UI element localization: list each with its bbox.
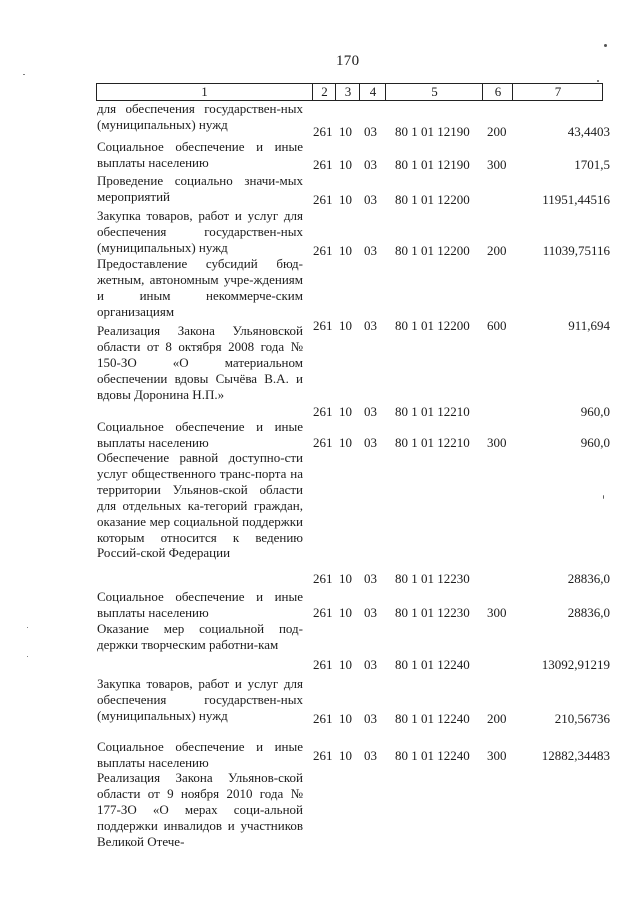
- row-code: 261: [313, 192, 333, 207]
- row-subsection: 03: [364, 124, 377, 139]
- row-code: 261: [313, 435, 333, 450]
- row-section: 10: [339, 605, 352, 620]
- row-subsection: 03: [364, 157, 377, 172]
- row-section: 10: [339, 243, 352, 258]
- header-col-5: 5: [385, 84, 483, 100]
- row-description: Социальное обеспечение и иные выплаты населению: [97, 739, 303, 770]
- row-subsection: 03: [364, 318, 377, 333]
- scan-speck: [27, 627, 28, 628]
- row-section: 10: [339, 711, 352, 726]
- row-section: 10: [339, 318, 352, 333]
- row-subsection: 03: [364, 404, 377, 419]
- row-section: 10: [339, 192, 352, 207]
- row-section: 10: [339, 657, 352, 672]
- row-target: 80 1 01 12200: [395, 243, 470, 258]
- row-description: для обеспечения государствен-ных (муниципальных) нужд: [97, 101, 303, 132]
- row-amount: 960,0: [580, 435, 610, 450]
- scan-speck: [23, 74, 25, 75]
- row-target: 80 1 01 12240: [395, 657, 470, 672]
- row-subsection: 03: [364, 243, 377, 258]
- row-amount: 210,56736: [554, 711, 610, 726]
- row-expense-type: 300: [487, 748, 507, 763]
- row-expense-type: 600: [487, 318, 507, 333]
- row-code: 261: [313, 711, 333, 726]
- page-number: 170: [336, 53, 360, 69]
- row-target: 80 1 01 12210: [395, 435, 470, 450]
- row-section: 10: [339, 124, 352, 139]
- scan-speck: [603, 495, 604, 499]
- row-description: Обеспечение равной доступно-сти услуг общественного транс-порта на территории Ульянов-ской области для отдельных ка-тегорий граждан, оказание мер социальной поддержки которым относится к ведению Россий-ской Федерации: [97, 450, 303, 561]
- row-amount: 11039,75116: [542, 243, 610, 258]
- row-amount: 28836,0: [567, 571, 610, 586]
- row-code: 261: [313, 657, 333, 672]
- row-subsection: 03: [364, 435, 377, 450]
- row-amount: 28836,0: [567, 605, 610, 620]
- row-section: 10: [339, 435, 352, 450]
- row-amount: 1701,5: [574, 157, 610, 172]
- row-description: Социальное обеспечение и иные выплаты населению: [97, 419, 303, 450]
- row-description: Предоставление субсидий бюд-жетным, автономным учре-ждениям и иным некоммерче-ским организациям: [97, 256, 303, 319]
- table-header: [96, 83, 603, 101]
- row-amount: 11951,44516: [542, 192, 610, 207]
- row-description: Проведение социально значи-мых мероприятий: [97, 173, 303, 204]
- row-subsection: 03: [364, 192, 377, 207]
- row-expense-type: 300: [487, 435, 507, 450]
- row-target: 80 1 01 12200: [395, 192, 470, 207]
- row-subsection: 03: [364, 748, 377, 763]
- row-description: Социальное обеспечение и иные выплаты населению: [97, 139, 303, 170]
- row-subsection: 03: [364, 571, 377, 586]
- header-col-2: 2: [312, 84, 336, 100]
- row-subsection: 03: [364, 657, 377, 672]
- row-expense-type: 300: [487, 157, 507, 172]
- row-amount: 12882,34483: [541, 748, 610, 763]
- row-target: 80 1 01 12200: [395, 318, 470, 333]
- row-amount: 911,694: [568, 318, 610, 333]
- row-section: 10: [339, 571, 352, 586]
- row-code: 261: [313, 605, 333, 620]
- row-expense-type: 200: [487, 124, 507, 139]
- row-description: Оказание мер социальной под-держки творческим работни-кам: [97, 621, 303, 652]
- row-section: 10: [339, 748, 352, 763]
- scan-speck: [597, 80, 599, 82]
- row-description: Реализация Закона Ульянов-ской области от 9 ноября 2010 года № 177-ЗО «О мерах соци-альной поддержки инвалидов и участников Великой Отече-: [97, 770, 303, 849]
- row-section: 10: [339, 404, 352, 419]
- row-subsection: 03: [364, 605, 377, 620]
- row-target: 80 1 01 12230: [395, 605, 470, 620]
- header-col-4: 4: [359, 84, 386, 100]
- row-subsection: 03: [364, 711, 377, 726]
- row-code: 261: [313, 243, 333, 258]
- row-code: 261: [313, 404, 333, 419]
- row-code: 261: [313, 157, 333, 172]
- row-description: Закупка товаров, работ и услуг для обеспечения государствен-ных (муниципальных) нужд: [97, 676, 303, 723]
- header-col-7: 7: [512, 84, 603, 100]
- row-section: 10: [339, 157, 352, 172]
- row-amount: 13092,91219: [541, 657, 610, 672]
- row-code: 261: [313, 318, 333, 333]
- row-target: 80 1 01 12240: [395, 748, 470, 763]
- row-description: Закупка товаров, работ и услуг для обеспечения государствен-ных (муниципальных) нужд: [97, 208, 303, 255]
- row-target: 80 1 01 12240: [395, 711, 470, 726]
- header-col-1: 1: [201, 84, 208, 99]
- row-description: Реализация Закона Ульяновской области от 8 октября 2008 года № 150-ЗО «О материальном обеспечении вдовы Сычёва В.А. и вдовы Доронина Н.П.»: [97, 323, 303, 402]
- row-expense-type: 200: [487, 711, 507, 726]
- row-expense-type: 300: [487, 605, 507, 620]
- row-target: 80 1 01 12230: [395, 571, 470, 586]
- row-code: 261: [313, 748, 333, 763]
- row-target: 80 1 01 12210: [395, 404, 470, 419]
- row-code: 261: [313, 124, 333, 139]
- row-target: 80 1 01 12190: [395, 157, 470, 172]
- row-amount: 43,4403: [567, 124, 610, 139]
- scan-speck: [27, 656, 28, 657]
- row-expense-type: 200: [487, 243, 507, 258]
- row-code: 261: [313, 571, 333, 586]
- row-amount: 960,0: [580, 404, 610, 419]
- row-description: Социальное обеспечение и иные выплаты населению: [97, 589, 303, 620]
- header-col-3: 3: [335, 84, 360, 100]
- row-target: 80 1 01 12190: [395, 124, 470, 139]
- scan-speck: [604, 44, 607, 47]
- header-col-6: 6: [482, 84, 513, 100]
